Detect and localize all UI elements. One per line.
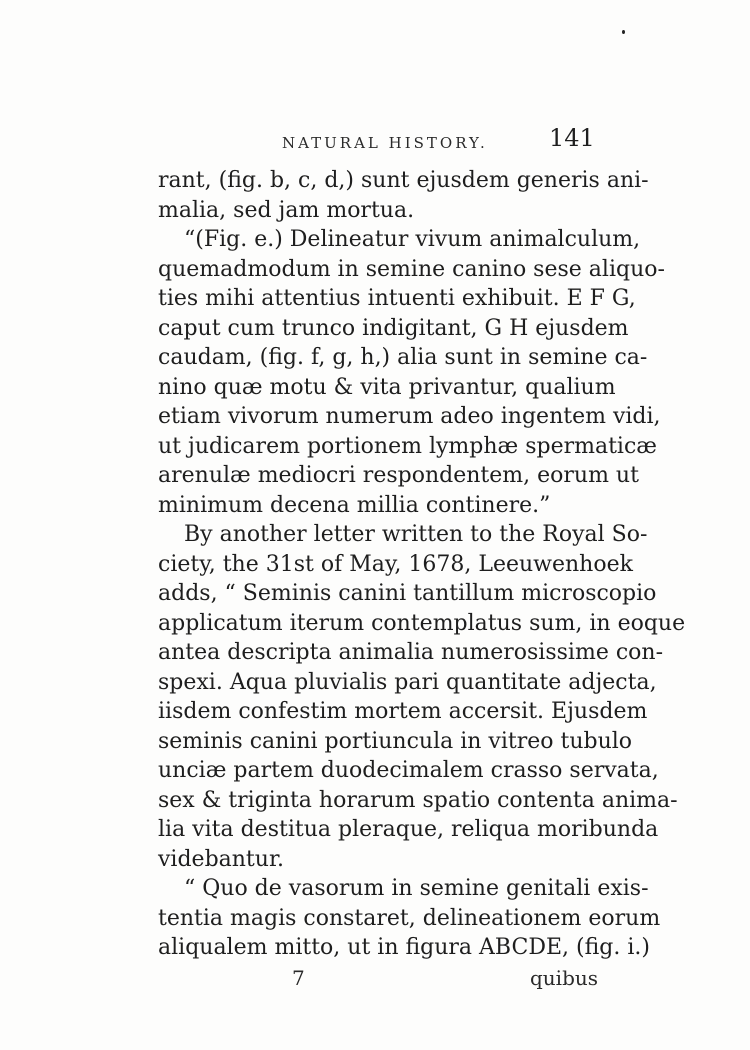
text-line: arenulæ mediocri respondentem, eorum ut [158, 463, 639, 488]
text-line: unciæ partem duodecimalem crasso servata, [158, 758, 659, 783]
text-line: caput cum trunco indigitant, G H ejusdem [158, 315, 629, 341]
text-line: quemadmodum in semine canino sese aliquo- [158, 256, 665, 282]
text-line: caudam, (fig. f, g, h,) alia sunt in semine ca- [158, 345, 648, 370]
text-line: tentia magis constaret, delineationem eorum [158, 905, 661, 931]
text-line: ut judicarem portionem lymphæ spermaticæ [158, 433, 657, 459]
text-line: antea descripta animalia numerosissime con- [158, 640, 664, 665]
text-line: By another letter written to the Royal So- [184, 522, 648, 547]
text-line: malia, sed jam mortua. [158, 197, 415, 223]
page-number: 141 [549, 124, 595, 152]
text-line: ciety, the 31st of May, 1678, Leeuwenhoek [158, 551, 633, 577]
body-text [158, 166, 686, 963]
text-line: aliqualem mitto, ut in figura ABCDE, (fig. i.) [158, 935, 650, 960]
text-line: etiam vivorum numerum adeo ingentem vidi, [158, 404, 661, 429]
signature-mark: 7 [292, 966, 305, 990]
text-line: rant, (fig. b, c, d,) sunt ejusdem generis ani- [158, 168, 649, 193]
text-line: iisdem confestim mortem accersit. Ejusdem [158, 699, 648, 724]
text-line: lia vita destitua pleraque, reliqua moribunda [158, 817, 659, 842]
text-line: videbantur. [158, 846, 285, 872]
text-line: nino quæ motu & vita privantur, qualium [158, 374, 616, 400]
text-line: “(Fig. e.) Delineatur vivum animalculum, [184, 227, 641, 252]
text-line: adds, “ Seminis canini tantillum microscopio [158, 581, 657, 606]
text-line: spexi. Aqua pluvialis pari quantitate adjecta, [158, 669, 657, 695]
running-title: NATURAL HISTORY. [282, 134, 488, 152]
text-line: ties mihi attentius intuenti exhibuit. E F G, [158, 286, 636, 311]
text-line: applicatum iterum contemplatus sum, in eoque [158, 610, 686, 636]
text-line: seminis canini portiuncula in vitreo tubulo [158, 728, 633, 754]
catchword: quibus [530, 966, 599, 990]
print-speck [622, 30, 625, 34]
text-line: sex & triginta horarum spatio contenta anima- [158, 787, 678, 813]
text-line: minimum decena millia continere.” [158, 492, 551, 518]
text-line: “ Quo de vasorum in semine genitali exis- [184, 876, 649, 901]
